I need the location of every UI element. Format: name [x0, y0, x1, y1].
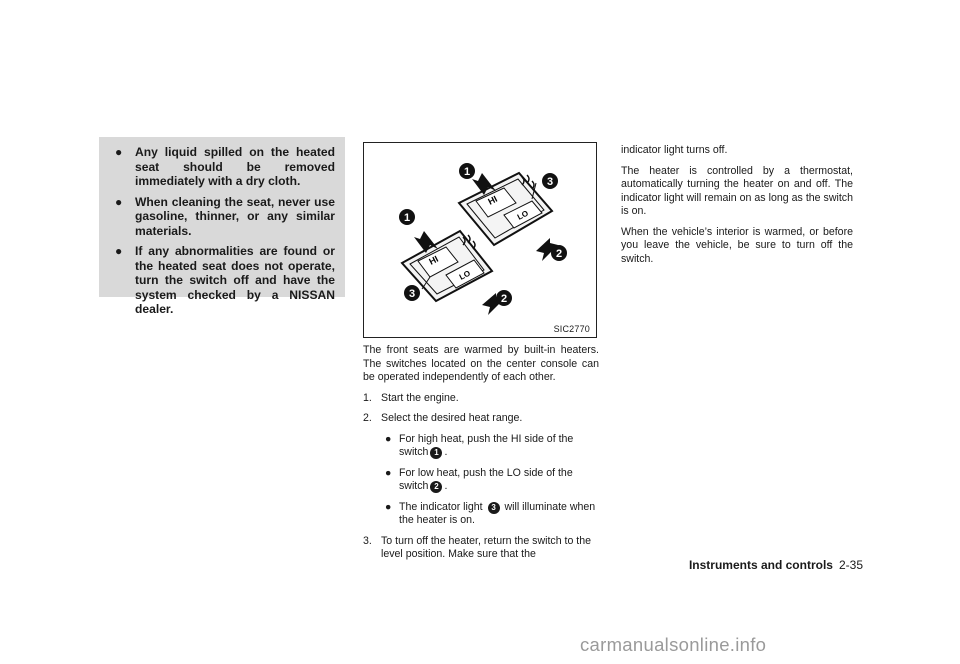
paragraph: When the vehicle’s interior is warmed, or before you leave the vehicle, be sure to turn off the switch. — [621, 225, 853, 265]
callout-3: 3 — [546, 176, 554, 188]
bullet-item — [363, 501, 599, 528]
callout-1: 1 — [463, 166, 471, 178]
step-text: Select the desired heat range. — [381, 412, 523, 424]
bullet-text-end: will illuminate when the heater is on. — [399, 500, 596, 526]
paragraph: indicator light turns off. — [621, 144, 728, 156]
page-footer — [685, 558, 863, 572]
bullet-dot: ● — [385, 500, 392, 513]
bullet-dot: ● — [115, 145, 123, 159]
caution-item — [115, 145, 335, 189]
watermark: carmanualsonline.info — [580, 634, 767, 655]
callout-2: 2 — [555, 248, 563, 260]
caution-box — [99, 137, 345, 316]
step-item — [363, 392, 599, 406]
bullet-text: For low heat, push the LO side of the switch — [399, 466, 573, 492]
bullet-item — [363, 467, 599, 494]
intro-paragraph: The front seats are warmed by built-in heaters. The switches located on the center console can be operated independently of each other. — [363, 344, 599, 383]
section-title: Instruments and controls — [688, 558, 833, 572]
callout-3: 3 — [408, 288, 416, 300]
caution-text: When cleaning the seat, never use gasoline, thinner, or any similar materials. — [135, 194, 335, 238]
caution-item — [115, 244, 335, 317]
column-middle — [363, 344, 599, 569]
bullet-text-end: . — [444, 480, 448, 492]
bullet-dot: ● — [385, 466, 392, 479]
heated-seat-switch-figure — [363, 142, 597, 338]
step-text: To turn off the heater, return the switch to the level position. Make sure that the — [381, 534, 592, 560]
hi-label: HI — [427, 253, 440, 267]
ref-marker: 3 — [488, 502, 500, 514]
step-text: Start the engine. — [381, 391, 459, 404]
figure-code: SIC2770 — [553, 324, 590, 334]
ref-marker: 2 — [430, 481, 442, 493]
caution-text: If any abnormalities are found or the heated seat does not operate, turn the switch off and have the system checked by a NISSAN dealer. — [135, 244, 335, 316]
step-number: 1. — [363, 391, 372, 404]
page-number: 2-35 — [838, 558, 863, 572]
bullet-dot: ● — [385, 432, 392, 445]
bullet-text: The indicator light — [399, 500, 483, 513]
bullet-dot: ● — [115, 194, 123, 209]
step-number: 2. — [363, 412, 372, 424]
column-right — [621, 144, 853, 273]
bullet-text-end: . — [444, 446, 448, 458]
switch-illustration — [364, 143, 596, 337]
caution-item — [115, 195, 335, 239]
paragraph: The heater is controlled by a thermostat, automatically turning the heater on and off. The indicator light will remain on as long as the switch is on. — [621, 164, 853, 217]
callout-1: 1 — [403, 212, 411, 224]
bullet-text: For high heat, push the HI side of the switch — [399, 432, 574, 458]
bullet-dot: ● — [115, 244, 123, 258]
callout-2: 2 — [500, 293, 508, 305]
lo-label: LO — [457, 268, 472, 282]
bullet-item — [363, 433, 599, 460]
step-item — [363, 535, 599, 562]
right-seat-switch — [459, 173, 552, 245]
step-item — [363, 412, 599, 426]
step-number: 3. — [363, 534, 372, 547]
ref-marker: 1 — [430, 447, 442, 459]
hi-label: HI — [486, 193, 499, 207]
lo-label: LO — [515, 208, 530, 222]
caution-text: Any liquid spilled on the heated seat should be removed immediately with a dry cloth. — [135, 145, 335, 188]
